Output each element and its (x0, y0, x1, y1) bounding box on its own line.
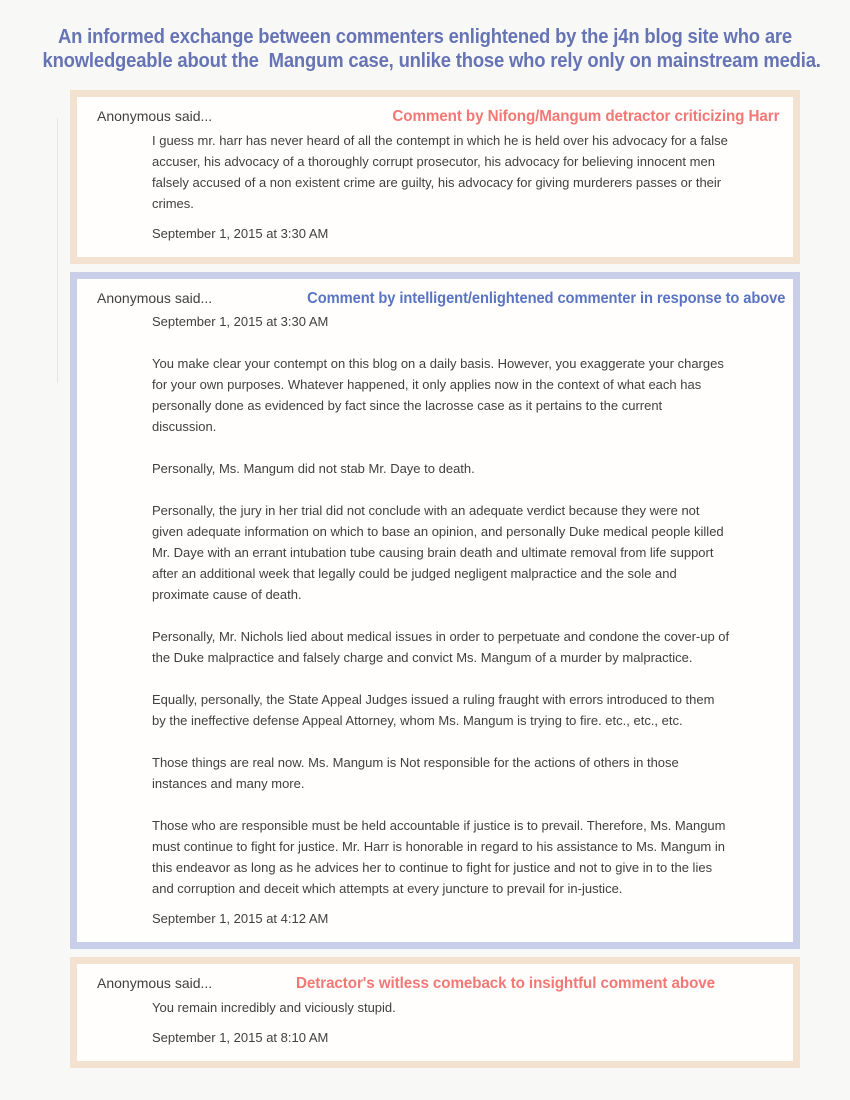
comment-paragraph: Personally, Mr. Nichols lied about medical issues in order to perpetuate and condone the cover-up of the Duke malpractice and falsely charge and convict Ms. Mangum of a murder by malpractice. (152, 629, 730, 665)
comment-date-top: September 1, 2015 at 3:30 AM (152, 314, 329, 329)
comment-paragraph: I guess mr. harr has never heard of all the contempt in which he is held over his advocacy for a false accuser, his advocacy of a thoroughly corrupt prosecutor, his advocacy for believing innocent men falsely accused of a non existent crime are guilty, his advocacy for giving murderers passes or their crimes. (152, 133, 728, 211)
comment-author-row (97, 975, 785, 993)
page-title-line-1: An informed exchange between commenters enlightened by the j4n blog site who are (57, 25, 793, 48)
comment-paragraph: Those things are real now. Ms. Mangum is Not responsible for the actions of others in those instances and many more. (152, 755, 679, 791)
page-title (0, 0, 850, 73)
annotation-label: Detractor's witless comeback to insightful comment above (296, 975, 715, 992)
comment-paragraph: Personally, Ms. Mangum did not stab Mr. Daye to death. (152, 461, 475, 476)
comment-author-row (97, 108, 785, 126)
comment-paragraph: You remain incredibly and viciously stupid. (152, 1000, 396, 1015)
comment-block (70, 957, 800, 1068)
comment-timestamp: September 1, 2015 at 4:12 AM (152, 911, 329, 926)
annotation-label: Comment by intelligent/enlightened commenter in response to above (306, 290, 785, 307)
comment-author-row (97, 290, 785, 308)
comment-author: Anonymous said... (97, 108, 213, 124)
comment-body (97, 130, 785, 214)
comment-timestamp: September 1, 2015 at 3:30 AM (152, 226, 329, 241)
scan-artifact-line (57, 118, 58, 383)
comment-block (70, 272, 800, 949)
comment-author: Anonymous said... (97, 975, 213, 991)
comment-paragraph: Those who are responsible must be held accountable if justice is to prevail. Therefore, Ms. Mangum must continue to fight for justice. Mr. Harr is honorable in regard to his assistance to Ms. Mangum in this endeavor as long as he advices her to continue to fight for justice and not to give in to the lies and corruption and deceit which attempts at every juncture to prevail for in-justice. (152, 818, 726, 896)
comments-list (0, 90, 850, 1068)
comment-paragraph: Personally, the jury in her trial did not conclude with an adequate verdict because they were not given adequate information on which to base an opinion, and personally Duke medical people killed Mr. Daye with an errant intubation tube causing brain death and ultimate removal from life support after an additional week that legally could be judged negligent malpractice and the sole and proximate cause of death. (152, 503, 724, 602)
page-title-line-2: knowledgeable about the Mangum case, unlike those who rely only on mainstream media. (42, 49, 821, 72)
comment-body (97, 997, 785, 1018)
comment-paragraph: You make clear your contempt on this blog on a daily basis. However, you exaggerate your charges for your own purposes. Whatever happened, it only applies now in the context of what each has personally done as evidenced by fact since the lacrosse case as it pertains to the current discussion. (152, 356, 724, 434)
comment-block (70, 90, 800, 264)
comment-timestamp: September 1, 2015 at 8:10 AM (152, 1030, 329, 1045)
comment-author: Anonymous said... (97, 290, 213, 306)
comment-body (97, 353, 785, 899)
annotation-label: Comment by Nifong/Mangum detractor criticizing Harr (391, 108, 779, 125)
comment-paragraph: Equally, personally, the State Appeal Judges issued a ruling fraught with errors introduced to them by the ineffective defense Appeal Attorney, whom Ms. Mangum is trying to fire. etc., etc., etc. (152, 692, 715, 728)
